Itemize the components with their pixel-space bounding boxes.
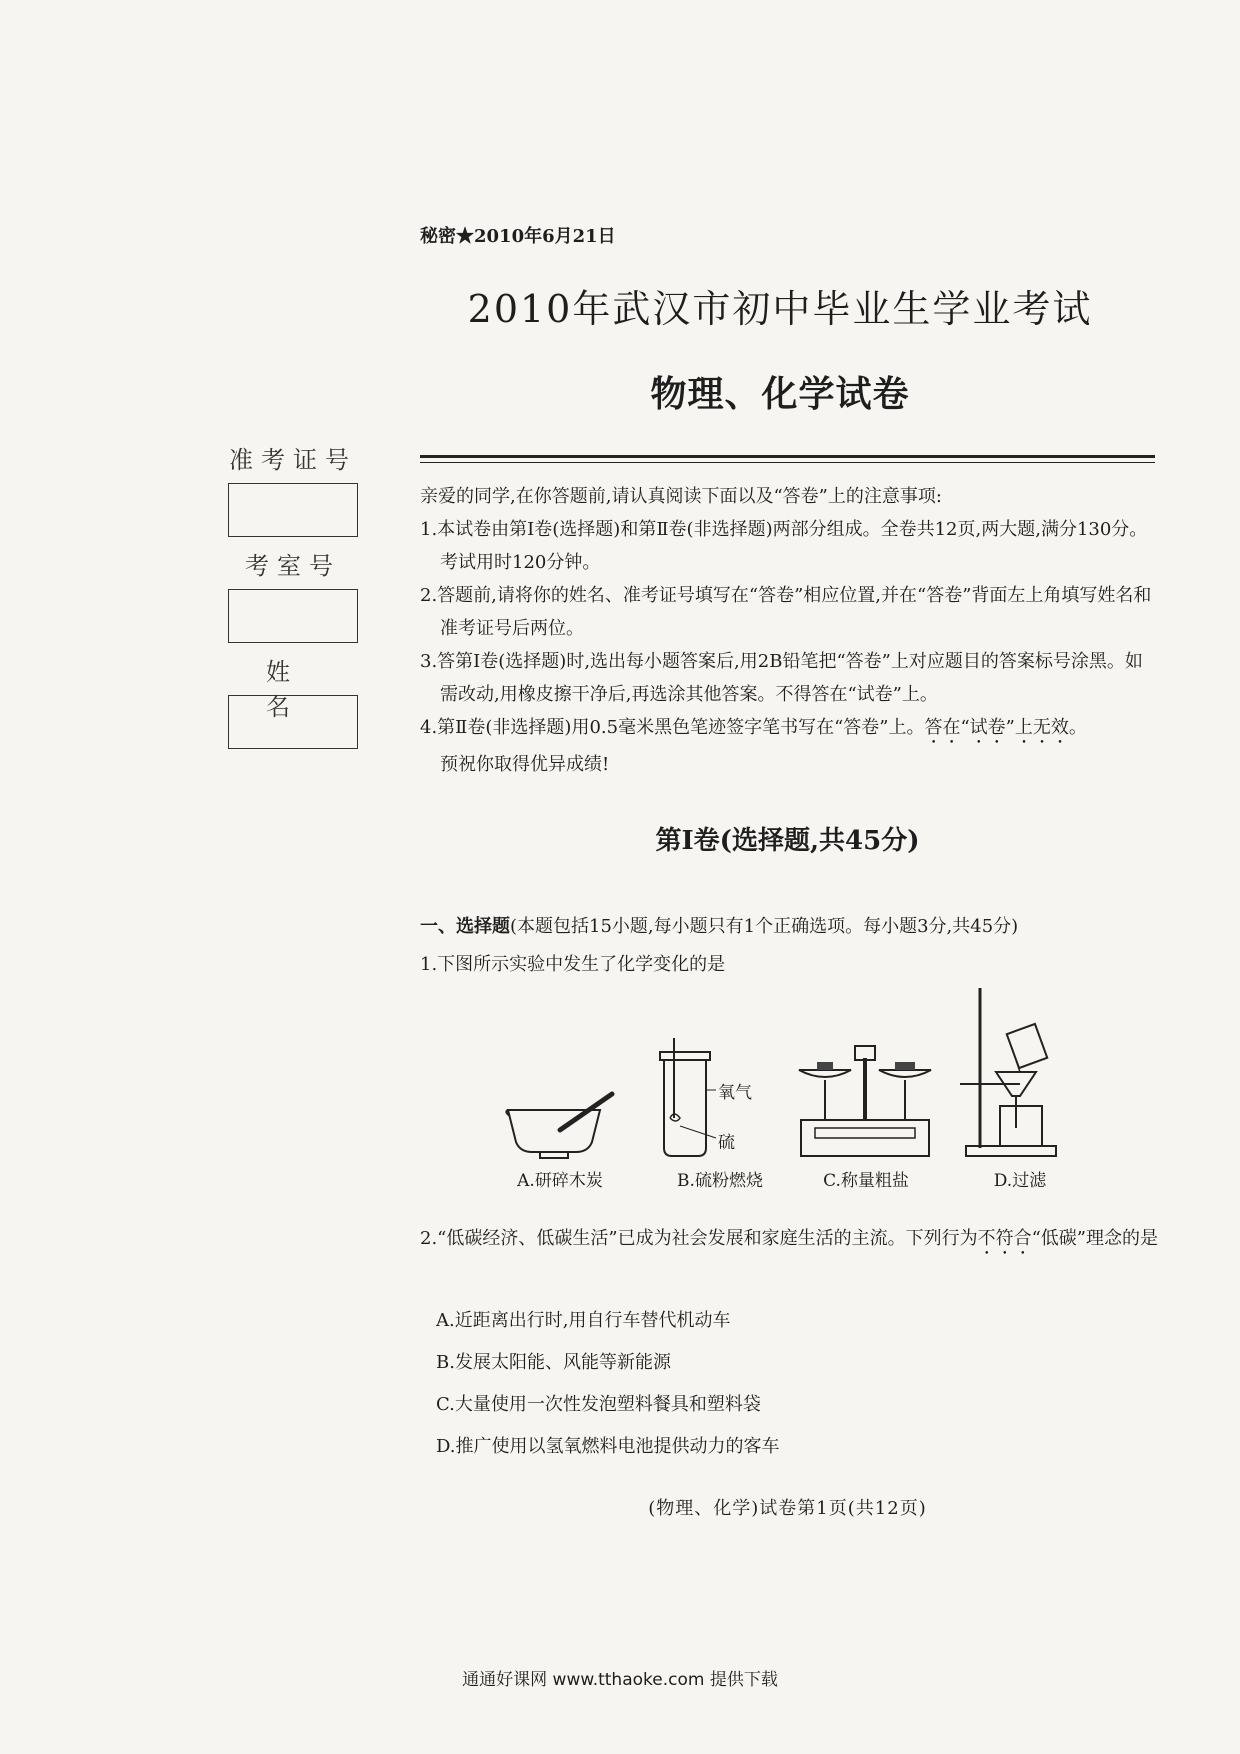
question-2-option-a: A.近距离出行时,用自行车替代机动车 [436, 1310, 731, 1331]
instruction-3: 3.答第Ⅰ卷(选择题)时,选出每小题答案后,用2B铅笔把“答卷”上对应题目的答案标号涂黑。如需改动,用橡皮擦干净后,再选涂其他答案。不得答在“试卷”上。 [420, 651, 1143, 705]
question-2-stem [420, 1222, 1160, 1259]
instruction-4 [420, 711, 1155, 748]
instruction-4-emphasis: 答在“试卷”上无效 [924, 717, 1069, 738]
section-title: 第Ⅰ卷(选择题,共45分) [655, 826, 920, 856]
title-rule-thick [420, 455, 1155, 458]
gas-jar-figure [650, 1038, 770, 1163]
question-2-emphasis: 不符合 [977, 1228, 1032, 1249]
page-number: (物理、化学)试卷第1页(共12页) [648, 1498, 927, 1519]
mortar-figure [500, 1090, 620, 1160]
part-description: (本题包括15小题,每小题只有1个正确选项。每小题3分,共45分) [510, 916, 1019, 937]
exam-id-box[interactable] [228, 483, 358, 537]
instructions [420, 480, 1155, 781]
figure-d-caption: D.过滤 [993, 1171, 1047, 1191]
room-box[interactable] [228, 589, 358, 643]
instruction-1: 1.本试卷由第Ⅰ卷(选择题)和第Ⅱ卷(非选择题)两部分组成。全卷共12页,两大题,满分130分。考试用时120分钟。 [420, 519, 1148, 573]
secret-date-line: 秘密★2010年6月21日 [420, 226, 616, 247]
name-label: 姓 名 [266, 658, 320, 721]
part-heading [420, 912, 1180, 938]
question-2-text-a: 2.“低碳经济、低碳生活”已成为社会发展和家庭生活的主流。下列行为 [420, 1228, 978, 1249]
oxygen-label: 氧气 [718, 1083, 752, 1103]
figure-c-caption: C.称量粗盐 [823, 1171, 909, 1191]
filtration-figure [960, 988, 1070, 1163]
instruction-2: 2.答题前,请将你的姓名、准考证号填写在“答卷”相应位置,并在“答卷”背面左上角填写姓名和准考证号后两位。 [420, 585, 1152, 639]
exam-subtitle: 物理、化学试卷 [650, 373, 910, 415]
sulfur-label: 硫 [718, 1133, 735, 1153]
name-box[interactable] [228, 695, 358, 749]
question-2-option-b: B.发展太阳能、风能等新能源 [436, 1352, 671, 1373]
exam-id-label: 准考证号 [229, 446, 357, 474]
question-2-text-b: “低碳”理念的是 [1031, 1228, 1158, 1249]
exam-title: 2010年武汉市初中毕业生学业考试 [467, 287, 1093, 331]
part-label: 一、选择题 [420, 916, 510, 937]
instruction-4-end: 。 [1068, 717, 1087, 738]
question-1-stem: 1.下图所示实验中发生了化学变化的是 [420, 954, 726, 975]
instructions-intro: 亲爱的同学,在你答题前,请认真阅读下面以及“答卷”上的注意事项: [420, 486, 942, 507]
figure-b-caption: B.硫粉燃烧 [677, 1171, 763, 1191]
instruction-4-text: 4.第Ⅱ卷(非选择题)用0.5毫米黑色笔迹签字笔书写在“答卷”上。 [420, 717, 925, 738]
title-rule-thin [420, 462, 1155, 463]
good-luck: 预祝你取得优异成绩! [440, 754, 610, 775]
room-label: 考室号 [245, 552, 341, 580]
question-2-option-c: C.大量使用一次性发泡塑料餐具和塑料袋 [436, 1394, 761, 1415]
balance-figure [795, 1028, 935, 1163]
question-2-option-d: D.推广使用以氢氧燃料电池提供动力的客车 [436, 1436, 780, 1457]
figure-a-caption: A.研碎木炭 [517, 1171, 603, 1191]
download-credit: 通通好课网 www.tthaoke.com 提供下载 [462, 1670, 778, 1690]
